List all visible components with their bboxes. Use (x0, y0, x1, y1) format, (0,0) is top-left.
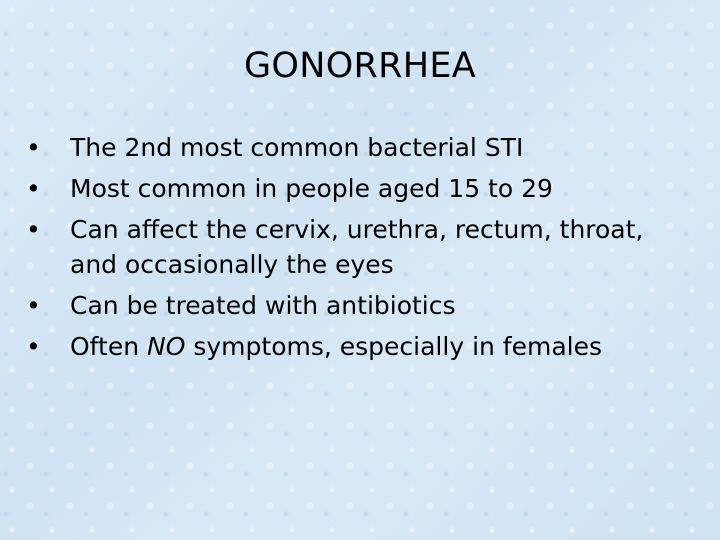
bullet-item (20, 329, 700, 364)
bullet-icon: • (26, 332, 41, 361)
bullet-item (20, 288, 700, 323)
bullet-text-suffix: symptoms, especially in females (185, 332, 603, 361)
bullet-item (20, 130, 700, 165)
bullet-text-emphasis: NO (147, 332, 186, 361)
bullet-item (20, 171, 700, 206)
bullet-icon: • (26, 215, 41, 244)
bullet-text: The 2nd most common bacterial STI (70, 133, 524, 162)
bullet-list (20, 130, 700, 370)
bullet-text-line-1: Can affect the cervix, urethra, rectum, throat, (70, 215, 644, 244)
bullet-icon: • (26, 174, 41, 203)
bullet-item (20, 212, 700, 282)
bullet-text: Most common in people aged 15 to 29 (70, 174, 553, 203)
bullet-icon: • (26, 291, 41, 320)
slide-title: GONORRHEA (243, 46, 477, 86)
bullet-text: Can be treated with antibiotics (70, 291, 456, 320)
bullet-text-prefix: Often (70, 332, 148, 361)
bullet-text-line-2: and occasionally the eyes (70, 250, 394, 279)
bullet-icon: • (26, 133, 41, 162)
